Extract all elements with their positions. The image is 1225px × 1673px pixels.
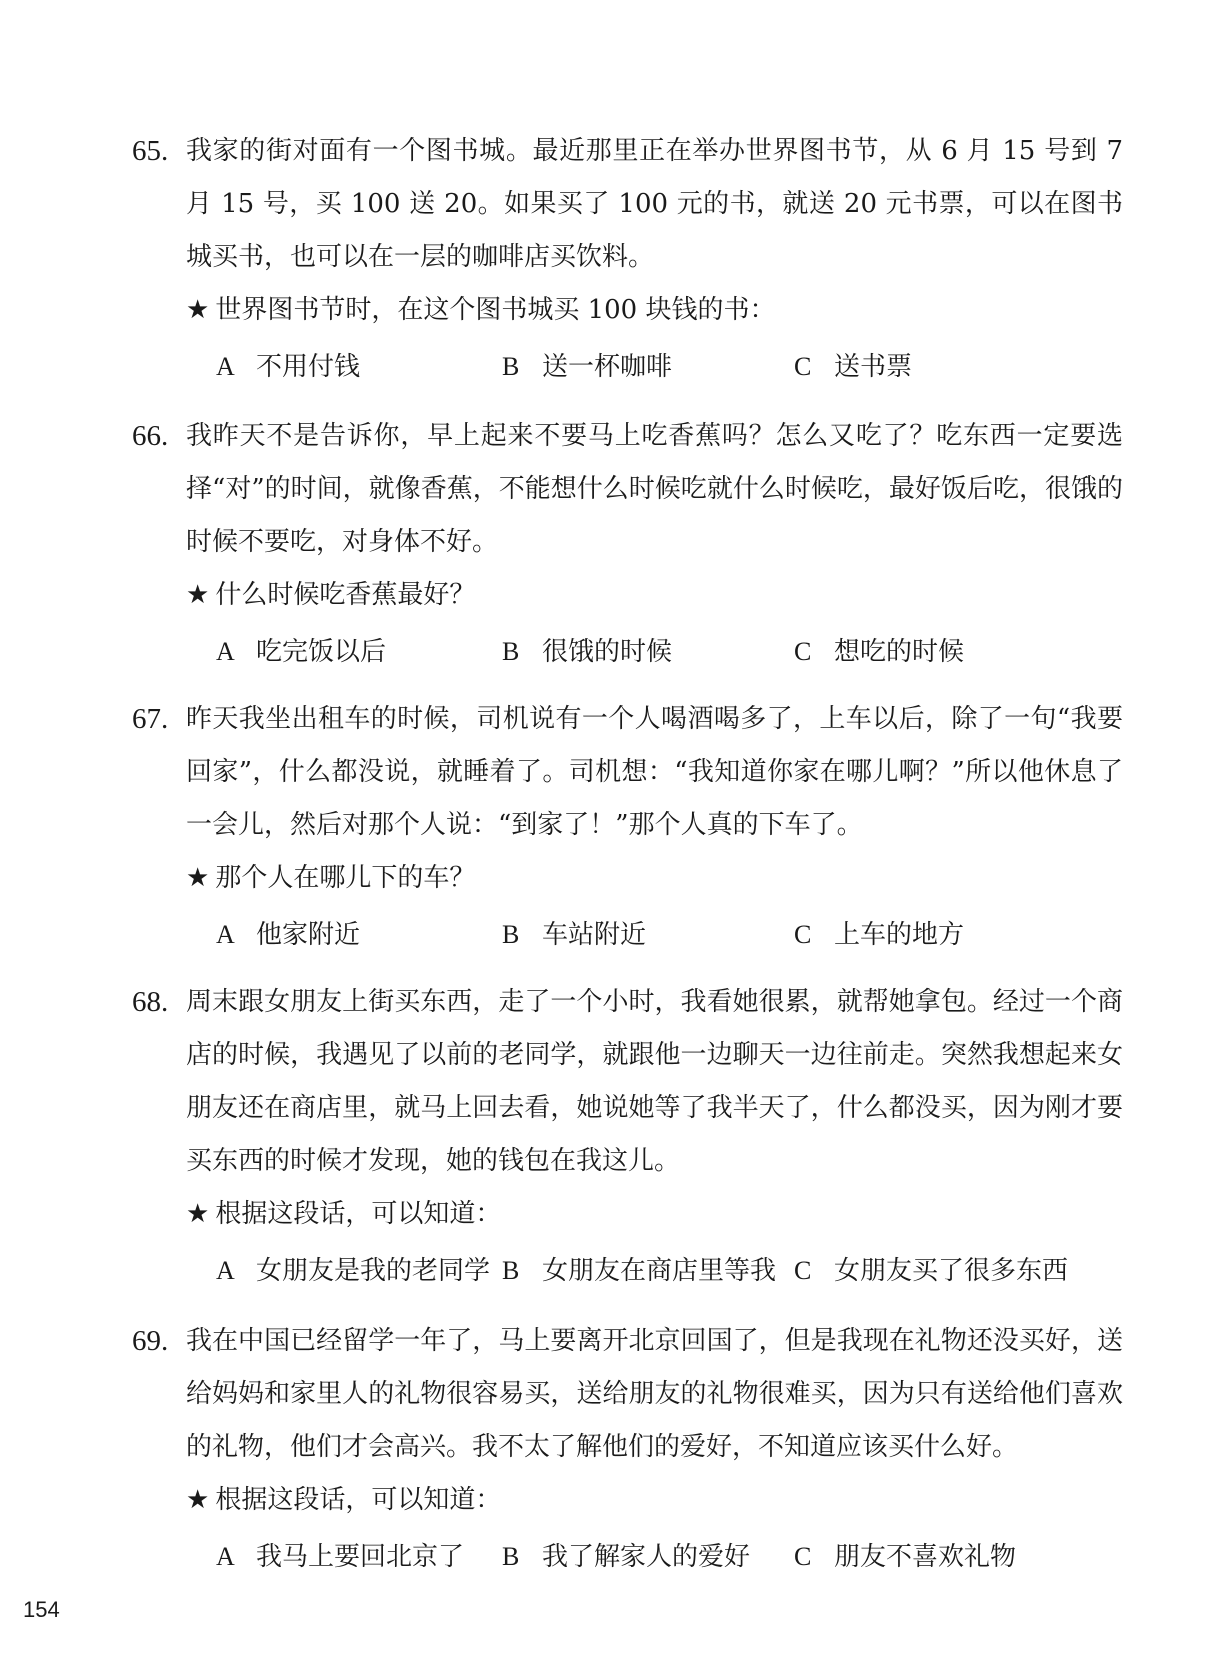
option-a: [216, 1530, 464, 1584]
option-letter: B: [502, 1256, 520, 1285]
option-text: 不用付钱: [256, 352, 361, 382]
option-letter: B: [502, 637, 520, 666]
star-icon: ★: [186, 580, 210, 610]
option-letter: B: [502, 920, 520, 949]
option-c: [794, 1244, 1068, 1298]
option-a: [216, 625, 386, 679]
option-c: [794, 908, 964, 962]
question-67: [132, 693, 1123, 961]
question-number: 68.: [132, 986, 169, 1018]
question-number: 66.: [132, 420, 169, 452]
option-a: [216, 1244, 490, 1298]
option-a: [216, 340, 360, 394]
answer-options: [138, 1244, 1123, 1297]
option-c: [794, 1530, 1016, 1584]
star-icon: ★: [186, 863, 210, 893]
question-prompt: [138, 284, 1123, 337]
option-c: [794, 340, 912, 394]
option-b: [502, 625, 672, 679]
passage-text: 昨天我坐出租车的时候，司机说有一个人喝酒喝多了，上车以后，除了一句“我要回家”，什么都没说，就睡着了。司机想：“我知道你家在哪儿啊？”所以他休息了一会儿，然后对那个人说：“到家了！”那个人真的下车了。: [186, 704, 1123, 840]
option-letter: B: [502, 352, 520, 381]
option-c: [794, 625, 964, 679]
option-text: 女朋友是我的老同学: [256, 1256, 491, 1286]
option-b: [502, 1244, 776, 1298]
option-text: 我了解家人的爱好: [542, 1542, 751, 1572]
option-b: [502, 1530, 750, 1584]
prompt-text: 什么时候吃香蕉最好？: [215, 580, 476, 610]
question-68: [132, 976, 1123, 1297]
answer-options: [138, 908, 1123, 961]
question-passage: [132, 410, 1123, 569]
question-prompt: [138, 1188, 1123, 1241]
option-letter: A: [216, 637, 235, 666]
question-passage: [132, 1315, 1123, 1474]
option-text: 吃完饭以后: [256, 637, 387, 667]
option-text: 女朋友在商店里等我: [542, 1256, 777, 1286]
question-number: 65.: [132, 135, 169, 167]
page-number: 154: [23, 1597, 60, 1622]
option-letter: C: [794, 1256, 812, 1285]
answer-options: [138, 340, 1123, 393]
prompt-text: 根据这段话，可以知道：: [215, 1199, 502, 1229]
question-prompt: [138, 569, 1123, 622]
question-number: 67.: [132, 703, 169, 735]
prompt-text: 根据这段话，可以知道：: [215, 1485, 502, 1515]
prompt-text: 世界图书节时，在这个图书城买 100 块钱的书：: [215, 295, 776, 325]
option-letter: A: [216, 1542, 235, 1571]
star-icon: ★: [186, 295, 210, 325]
answer-options: [138, 1530, 1123, 1583]
option-letter: B: [502, 1542, 520, 1571]
question-66: [132, 410, 1123, 678]
option-text: 很饿的时候: [542, 637, 673, 667]
passage-text: 周末跟女朋友上街买东西，走了一个小时，我看她很累，就帮她拿包。经过一个商店的时候，我遇见了以前的老同学，就跟他一边聊天一边往前走。突然我想起来女朋友还在商店里，就马上回去看，她说她等了我半天了，什么都没买，因为刚才要买东西的时候才发现，她的钱包在我这儿。: [186, 987, 1123, 1176]
option-text: 上车的地方: [834, 920, 965, 950]
option-text: 车站附近: [542, 920, 647, 950]
option-b: [502, 908, 646, 962]
option-letter: A: [216, 1256, 235, 1285]
passage-text: 我家的街对面有一个图书城。最近那里正在举办世界图书节，从 6 月 15 号到 7 月 15 号，买 100 送 20。如果买了 100 元的书，就送 20 元书票，可以在图书城买书，也可以在一层的咖啡店买饮料。: [186, 136, 1123, 272]
option-text: 他家附近: [256, 920, 361, 950]
option-letter: C: [794, 352, 812, 381]
question-65: [132, 125, 1123, 393]
star-icon: ★: [186, 1485, 210, 1515]
question-number: 69.: [132, 1325, 169, 1357]
option-text: 送一杯咖啡: [542, 352, 673, 382]
passage-text: 我在中国已经留学一年了，马上要离开北京回国了，但是我现在礼物还没买好，送给妈妈和家里人的礼物很容易买，送给朋友的礼物很难买，因为只有送给他们喜欢的礼物，他们才会高兴。我不太了解他们的爱好，不知道应该买什么好。: [186, 1326, 1123, 1462]
answer-options: [138, 625, 1123, 678]
option-text: 送书票: [834, 352, 913, 382]
prompt-text: 那个人在哪儿下的车？: [215, 863, 476, 893]
option-letter: C: [794, 1542, 812, 1571]
passage-text: 我昨天不是告诉你，早上起来不要马上吃香蕉吗？怎么又吃了？吃东西一定要选择“对”的时间，就像香蕉，不能想什么时候吃就什么时候吃，最好饭后吃，很饿的时候不要吃，对身体不好。: [186, 421, 1123, 557]
question-prompt: [138, 1474, 1123, 1527]
question-passage: [132, 693, 1123, 852]
option-text: 朋友不喜欢礼物: [834, 1542, 1017, 1572]
star-icon: ★: [186, 1199, 210, 1229]
option-letter: A: [216, 352, 235, 381]
option-letter: A: [216, 920, 235, 949]
option-letter: C: [794, 920, 812, 949]
option-text: 我马上要回北京了: [256, 1542, 465, 1572]
option-letter: C: [794, 637, 812, 666]
option-a: [216, 908, 360, 962]
question-passage: [132, 976, 1123, 1188]
option-text: 想吃的时候: [834, 637, 965, 667]
option-b: [502, 340, 672, 394]
question-69: [132, 1315, 1123, 1583]
question-prompt: [138, 852, 1123, 905]
question-passage: [132, 125, 1123, 284]
option-text: 女朋友买了很多东西: [834, 1256, 1069, 1286]
